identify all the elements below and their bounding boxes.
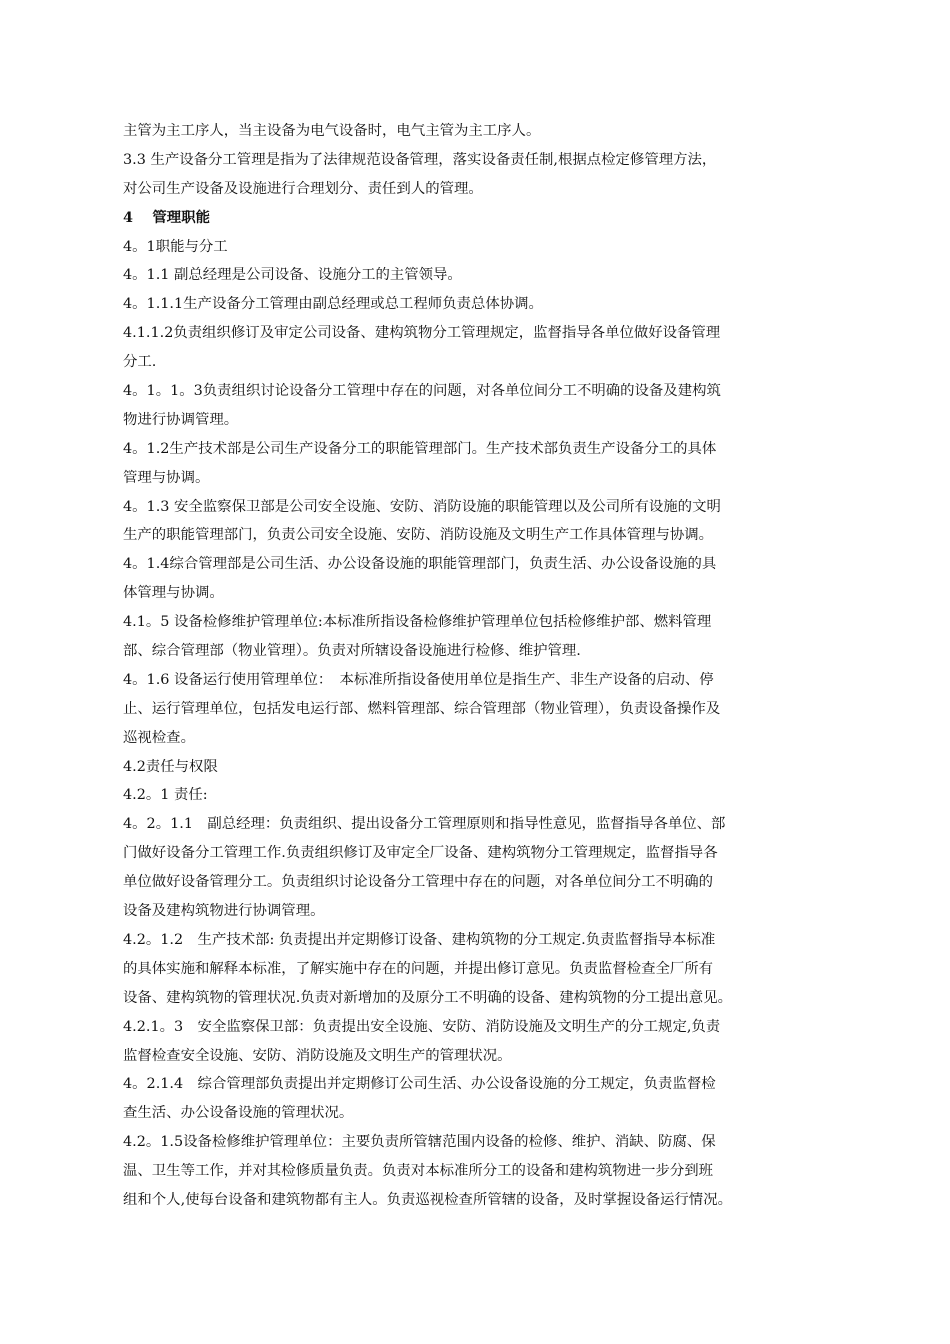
- text-line: 组和个人,使每台设备和建筑物都有主人。负责巡视检查所管辖的设备，及时掌握设备运行情况。: [123, 1191, 732, 1208]
- text-line: 门做好设备分工管理工作.负责组织修订及审定全厂设备、建构筑物分工管理规定，监督指导各: [123, 845, 718, 862]
- text-line: 4.2。1 责任:: [123, 787, 208, 804]
- text-line: 设备及建构筑物进行协调管理。: [123, 903, 325, 920]
- text-line: 查生活、办公设备设施的管理状况。: [123, 1105, 354, 1122]
- text-line: 分工.: [123, 354, 157, 371]
- text-line: 4.2。1.2 生产技术部: 负责提出并定期修订设备、建构筑物的分工规定.负责监督指导本标准: [123, 931, 716, 948]
- text-line: 对公司生产设备及设施进行合理划分、责任到人的管理。: [123, 180, 483, 197]
- text-line: 4。1.3 安全监察保卫部是公司安全设施、安防、消防设施的职能管理以及公司所有设施的文明: [123, 498, 721, 515]
- text-line: 4。1.1.1生产设备分工管理由副总经理或总工程师负责总体协调。: [123, 296, 543, 313]
- text-line: 管理与协调。: [123, 469, 210, 486]
- text-line: 4。1.2生产技术部是公司生产设备分工的职能管理部门。生产技术部负责生产设备分工的具体: [123, 440, 717, 457]
- text-line: 4.2责任与权限: [123, 758, 218, 775]
- text-line: 温、卫生等工作，并对其检修质量负责。负责对本标准所分工的设备和建构筑物进一步分到班: [123, 1163, 714, 1180]
- text-line: 3.3 生产设备分工管理是指为了法律规范设备管理，落实设备责任制,根据点检定修管理方法，: [123, 151, 717, 168]
- text-line: 生产的职能管理部门，负责公司安全设施、安防、消防设施及文明生产工作具体管理与协调。: [123, 527, 714, 544]
- text-line: 部、综合管理部（物业管理）。负责对所辖设备设施进行检修、维护管理.: [123, 643, 581, 660]
- text-line: 的具体实施和解释本标准，了解实施中存在的问题，并提出修订意见。负责监督检查全厂所有: [123, 960, 714, 977]
- section-heading: 4 管理职能: [123, 208, 210, 226]
- text-line: 体管理与协调。: [123, 585, 224, 602]
- text-line: 单位做好设备管理分工。负责组织讨论设备分工管理中存在的问题，对各单位间分工不明确的: [123, 874, 714, 891]
- document-page: [123, 117, 835, 1215]
- text-line: 4。1.1 副总经理是公司设备、设施分工的主管领导。: [123, 267, 462, 284]
- text-line: 4。1职能与分工: [123, 238, 228, 255]
- text-line: 4.2.1。3 安全监察保卫部：负责提出安全设施、安防、消防设施及文明生产的分工规定,负责: [123, 1018, 721, 1035]
- text-line: 4。1。1。3负责组织讨论设备分工管理中存在的问题，对各单位间分工不明确的设备及建构筑: [123, 383, 721, 400]
- text-line: 4.1。5 设备检修维护管理单位:本标准所指设备检修维护管理单位包括检修维护部、燃料管理: [123, 614, 712, 631]
- text-line: 4.1.1.2负责组织修订及审定公司设备、建构筑物分工管理规定，监督指导各单位做好设备管理: [123, 325, 721, 342]
- text-line: 物进行协调管理。: [123, 411, 239, 428]
- text-line: 止、运行管理单位，包括发电运行部、燃料管理部、综合管理部（物业管理），负责设备操作及: [123, 700, 721, 717]
- text-line: 4。1.4综合管理部是公司生活、办公设备设施的职能管理部门，负责生活、办公设备设施的具: [123, 556, 717, 573]
- text-line: 巡视检查。: [123, 729, 195, 746]
- text-line: 4。1.6 设备运行使用管理单位： 本标准所指设备使用单位是指生产、非生产设备的启动、停: [123, 671, 714, 688]
- text-line: 主管为主工序人，当主设备为电气设备时，电气主管为主工序人。: [123, 123, 541, 139]
- text-line: 监督检查安全设施、安防、消防设施及文明生产的管理状况。: [123, 1047, 512, 1064]
- text-line: 设备、建构筑物的管理状况.负责对新增加的及原分工不明确的设备、建构筑物的分工提出意见。: [123, 989, 732, 1006]
- text-line: 4。2.1.4 综合管理部负责提出并定期修订公司生活、办公设备设施的分工规定，负责监督检: [123, 1076, 716, 1093]
- text-line: 4.2。1.5设备检修维护管理单位：主要负责所管辖范围内设备的检修、维护、消缺、防腐、保: [123, 1134, 716, 1151]
- text-line: 4。2。1.1 副总经理：负责组织、提出设备分工管理原则和指导性意见，监督指导各单位、部: [123, 816, 726, 833]
